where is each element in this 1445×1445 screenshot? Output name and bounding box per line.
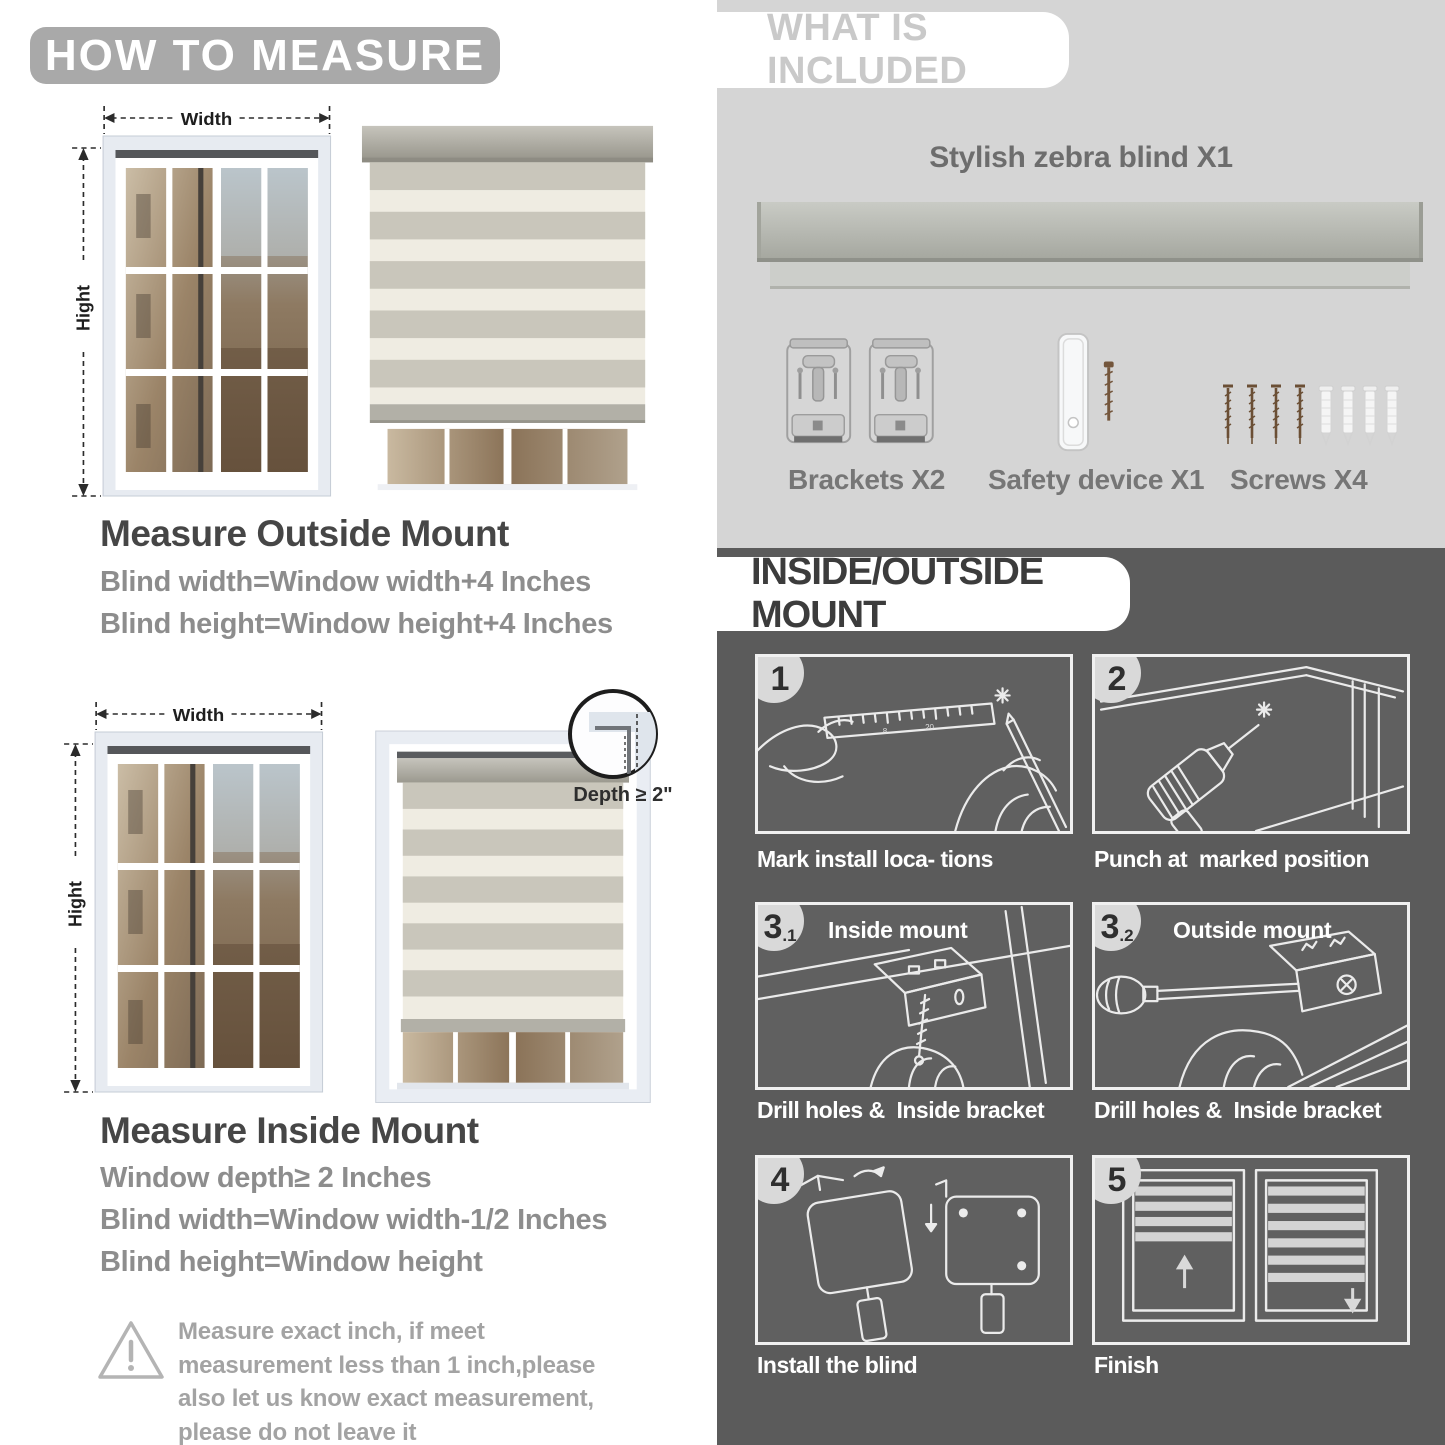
step-panel-3-1 (755, 902, 1073, 1090)
brackets-icon (786, 338, 934, 454)
step-caption-4: Install the blind (757, 1352, 918, 1378)
step-panel-5 (1092, 1155, 1410, 1345)
bracket-1 (787, 339, 850, 442)
measurement-warning-text: Measure exact inch, if meet measurement less than 1 inch,please also let us know exact measurement, please do not leave it (178, 1318, 596, 1445)
svg-text:8: 8 (882, 726, 888, 736)
zebra-blind-outside-mount-illustration (360, 118, 655, 498)
step-caption-1: Mark install loca- tions (757, 846, 993, 872)
inside-outside-mount-header (717, 551, 1130, 636)
inside-mount-panel-label: Inside mount (828, 917, 968, 943)
measure-outside-mount-title: Measure Outside Mount (100, 513, 509, 554)
drill-art (1095, 657, 1407, 831)
step-badge-3-2: 3 .2 (1092, 902, 1141, 951)
window-measure-illustration-outside (70, 104, 344, 504)
step-number: 3 (1100, 907, 1120, 946)
step-number: 2 (1107, 659, 1127, 698)
step-number: 1 (770, 659, 790, 698)
brackets-label: Brackets X2 (788, 464, 946, 495)
svg-text:20: 20 (925, 722, 935, 732)
how-to-measure-header (30, 27, 500, 84)
width-label: Width (172, 704, 225, 725)
step-number: 3 (763, 907, 783, 946)
step-panel-3-2 (1092, 902, 1410, 1090)
step-caption-3-1: Drill holes & Inside bracket (757, 1097, 1045, 1123)
inside-mount-formula-height: Blind height=Window height (100, 1246, 483, 1278)
safety-device-icon (1048, 330, 1134, 462)
height-label: Hight (64, 881, 86, 927)
inside-outside-mount-title: INSIDE/OUTSIDE MOUNT (751, 551, 1044, 636)
anchor-group (1319, 386, 1399, 444)
step-panel-2 (1092, 654, 1410, 834)
what-is-included-title: WHAT IS INCLUDED (767, 7, 968, 92)
step-caption-5: Finish (1094, 1352, 1159, 1378)
warning-triangle-icon (96, 1318, 166, 1384)
height-label: Hight (72, 285, 94, 331)
step-caption-2: Punch at marked position (1094, 846, 1370, 872)
window-measure-illustration-inside (62, 700, 336, 1100)
outside-mount-formula-height: Blind height=Window height+4 Inches (100, 608, 613, 640)
step-caption-3-2: Drill holes & Inside bracket (1094, 1097, 1382, 1123)
depth-requirement-label: Depth ≥ 2" (573, 784, 673, 806)
step-number: 5 (1107, 1160, 1127, 1199)
screws-icon (1218, 380, 1410, 458)
outside-mount-panel-label: Outside mount (1173, 917, 1332, 943)
inside-mount-depth-rule: Window depth≥ 2 Inches (100, 1162, 432, 1194)
step-panel-1 (755, 654, 1073, 834)
mark-locations-art (758, 657, 1070, 831)
step-badge-3-1: 3 .1 (755, 902, 804, 951)
how-to-measure-title: HOW TO MEASURE (44, 30, 486, 80)
zebra-blind-item-label: Stylish zebra blind X1 (929, 141, 1233, 174)
step-number: 4 (770, 1160, 790, 1199)
safety-screw (1104, 362, 1114, 421)
measure-inside-mount-title: Measure Inside Mount (100, 1110, 479, 1151)
install-blind-art (758, 1158, 1070, 1342)
step-panel-4 (755, 1155, 1073, 1345)
screw-group (1223, 386, 1305, 444)
screws-label: Screws X4 (1230, 464, 1368, 495)
inside-mount-formula-width: Blind width=Window width-1/2 Inches (100, 1204, 608, 1236)
outside-mount-formula-width: Blind width=Window width+4 Inches (100, 566, 591, 598)
depth-magnifier-icon (563, 684, 663, 784)
what-is-included-header (717, 7, 1069, 92)
bracket-2 (870, 339, 933, 442)
safety-device-label: Safety device X1 (988, 464, 1205, 495)
finish-art (1095, 1158, 1407, 1342)
width-label: Width (180, 108, 233, 129)
headrail-illustration (757, 198, 1423, 294)
